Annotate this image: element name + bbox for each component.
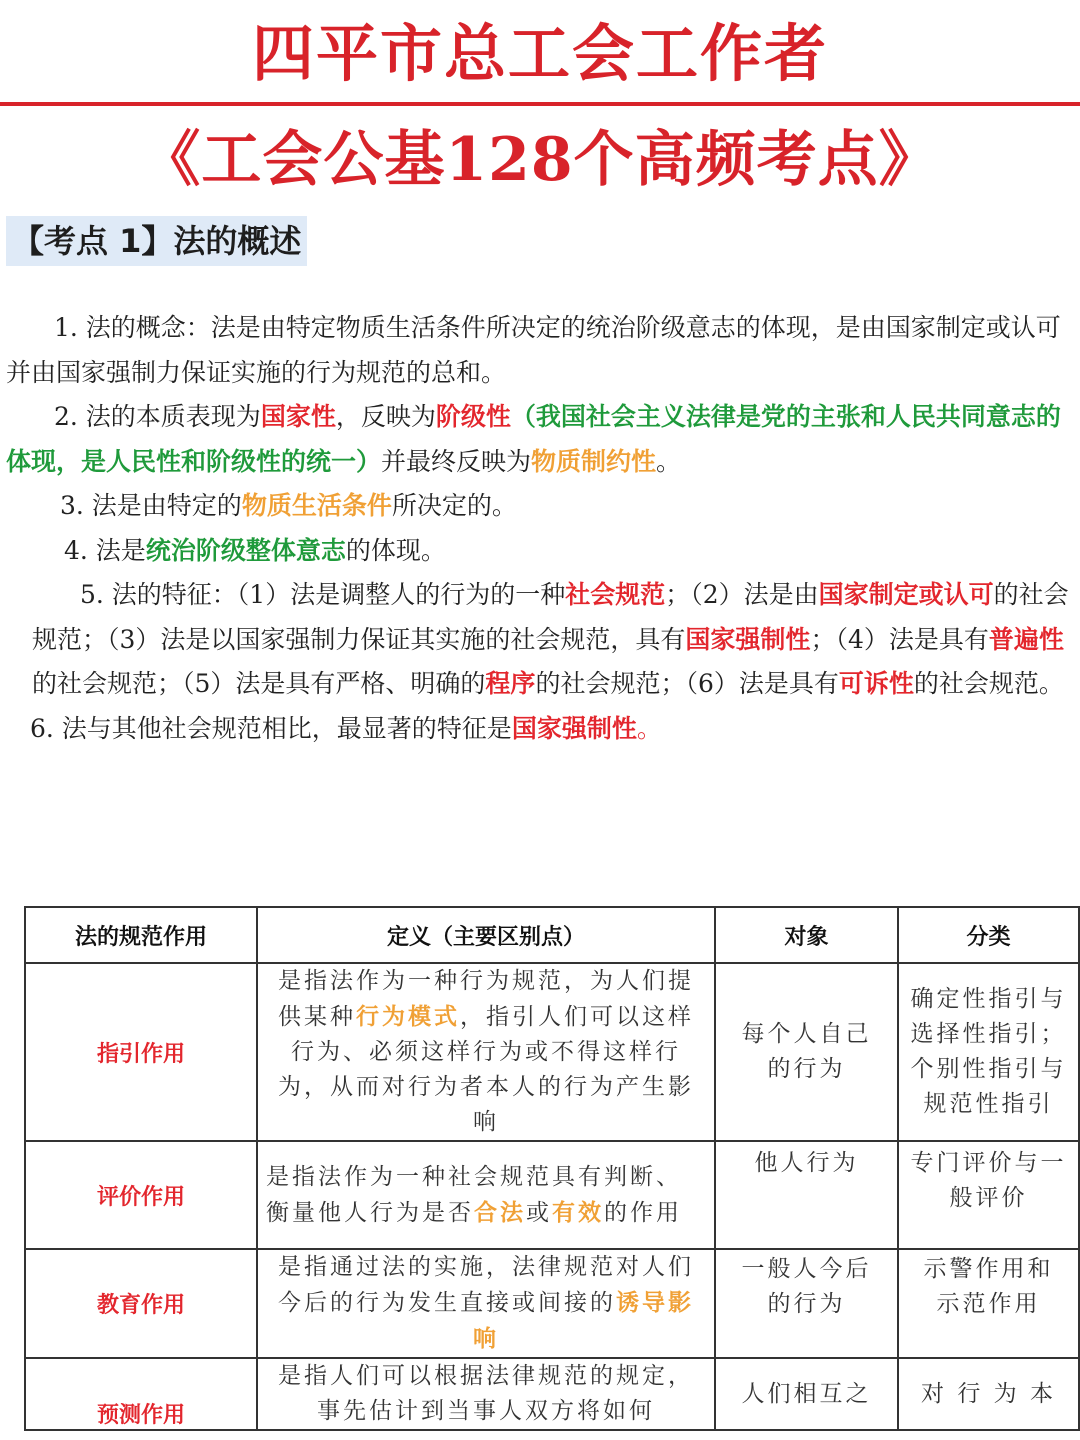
p6-highlight: 国家强制性: [511, 713, 637, 743]
p2-f: 并最终反映为: [381, 446, 532, 476]
paragraph-5: [6, 573, 1072, 707]
p3-highlight: 物质生活条件: [241, 491, 392, 520]
title-divider: [0, 102, 1080, 106]
p4-c: 的体现。: [345, 535, 446, 565]
p5-m: 的社会规范。: [913, 669, 1064, 698]
paragraph-4: [6, 529, 1072, 574]
p2-highlight-nationality: 国家性: [260, 402, 336, 431]
p5-highlight-4: 普遍性: [988, 624, 1064, 654]
category-cell: 确定性指引与选择性指引；个别性指引与规范性指引: [898, 963, 1079, 1141]
paragraph-6: [6, 707, 1072, 752]
p5-highlight-6: 可诉性: [838, 669, 914, 698]
def-highlight: 合法: [474, 1198, 526, 1226]
object-cell: 他人行为: [715, 1141, 898, 1249]
object-cell: 人们相互之: [715, 1358, 898, 1430]
definition-cell: [257, 1249, 715, 1358]
category-cell: 对 行 为 本: [898, 1358, 1079, 1430]
row-label: 评价作用: [25, 1141, 257, 1249]
p5-g: ；（4）法是具有: [810, 624, 989, 654]
row-label: 指引作用: [25, 963, 257, 1141]
page-subtitle: 《工会公基128个高频考点》: [140, 125, 940, 195]
category-cell: 专门评价与一般评价: [898, 1141, 1079, 1249]
table-row: [25, 1141, 1079, 1249]
p5-highlight-5: 程序: [485, 669, 536, 698]
p5-highlight-3: 国家强制性: [685, 624, 811, 654]
table-row: [25, 963, 1079, 1141]
table-header-cell: 定义（主要区别点）: [257, 907, 715, 963]
p6-c: 。: [636, 713, 662, 743]
section-heading: 【考点 1】法的概述: [6, 216, 307, 266]
page-title: 四平市总工会工作者: [251, 17, 828, 90]
def-text: ，指引人们可以这样行为、必须这样行为或不得这样行为，从而对行为者本人的行为产生影响: [278, 1004, 694, 1135]
p4-highlight: 统治阶级整体意志: [145, 535, 346, 565]
paragraph-3: [6, 484, 1072, 529]
def-text: 或: [526, 1199, 552, 1226]
def-text: 是指法作为一种社会规范具有判断、衡量他人行为是否: [266, 1163, 682, 1226]
p3-c: 所决定的。: [391, 491, 517, 520]
def-text: 的作用: [604, 1199, 682, 1226]
def-text: 是指法作为一种行为规范，为人们提供某种: [278, 968, 694, 1030]
p5-a: 5. 法的特征：（1）法是调整人的行为的一种: [80, 580, 566, 609]
p4-a: 4. 法是: [64, 535, 146, 565]
row-label: 预测作用: [25, 1358, 257, 1430]
table-header-cell: 法的规范作用: [25, 907, 257, 963]
def-highlight: 有效: [552, 1198, 604, 1226]
definition-cell: [257, 1141, 715, 1249]
paragraph-2: [6, 395, 1072, 484]
p6-a: 6. 法与其他社会规范相比，最显著的特征是: [30, 713, 512, 743]
p5-highlight-2: 国家制定或认可: [818, 580, 994, 609]
law-functions-table: [24, 906, 1080, 1431]
def-highlight: 诱导影响: [473, 1289, 694, 1352]
object-cell: 一般人今后的行为: [715, 1249, 898, 1358]
paragraph-1: [6, 306, 1072, 395]
object-cell: 每个人自己的行为: [715, 963, 898, 1141]
p5-c: ；（2）法是由: [665, 580, 819, 609]
def-highlight: 行为模式: [356, 1003, 460, 1030]
p2-highlight-green: （我国社会主义法律是党的主张和人民共同意志的体现，是人民性和阶级性的统一）: [6, 402, 1061, 476]
p2-c: ，反映为: [335, 402, 436, 431]
p2-h: 。: [656, 446, 682, 476]
definition-cell: 是指人们可以根据法律规范的规定，事先估计到当事人双方将如何: [257, 1358, 715, 1430]
p5-i: 的社会规范；（5）法是具有严格、明确的: [32, 669, 486, 698]
p2-highlight-material: 物质制约性: [531, 446, 657, 476]
table-row: [25, 1249, 1079, 1358]
p5-e: 的社会规范；（3）法是以国家强制力保证其实施的社会规范，具有: [32, 580, 1069, 654]
p2-a: 2. 法的本质表现为: [54, 402, 261, 431]
p3-a: 3. 法是由特定的: [60, 491, 242, 520]
body-text: [6, 306, 1072, 751]
p1-text: 1. 法的概念：法是由特定物质生活条件所决定的统治阶级意志的体现，是由国家制定或认可并由国家强制力保证实施的行为规范的总和。: [6, 313, 1061, 387]
row-label: 教育作用: [25, 1249, 257, 1358]
definition-cell: [257, 963, 715, 1141]
def-text: 是指通过法的实施，法律规范对人们今后的行为发生直接或间接的: [278, 1254, 694, 1316]
category-cell: 示警作用和示范作用: [898, 1249, 1079, 1358]
p5-k: 的社会规范；（6）法是具有: [535, 669, 839, 698]
table-row: [25, 1358, 1079, 1430]
p5-highlight-1: 社会规范: [565, 580, 666, 609]
table-header-cell: 对象: [715, 907, 898, 963]
p2-highlight-class: 阶级性: [435, 402, 511, 431]
table-header-cell: 分类: [898, 907, 1079, 963]
table-header-row: [25, 907, 1079, 963]
